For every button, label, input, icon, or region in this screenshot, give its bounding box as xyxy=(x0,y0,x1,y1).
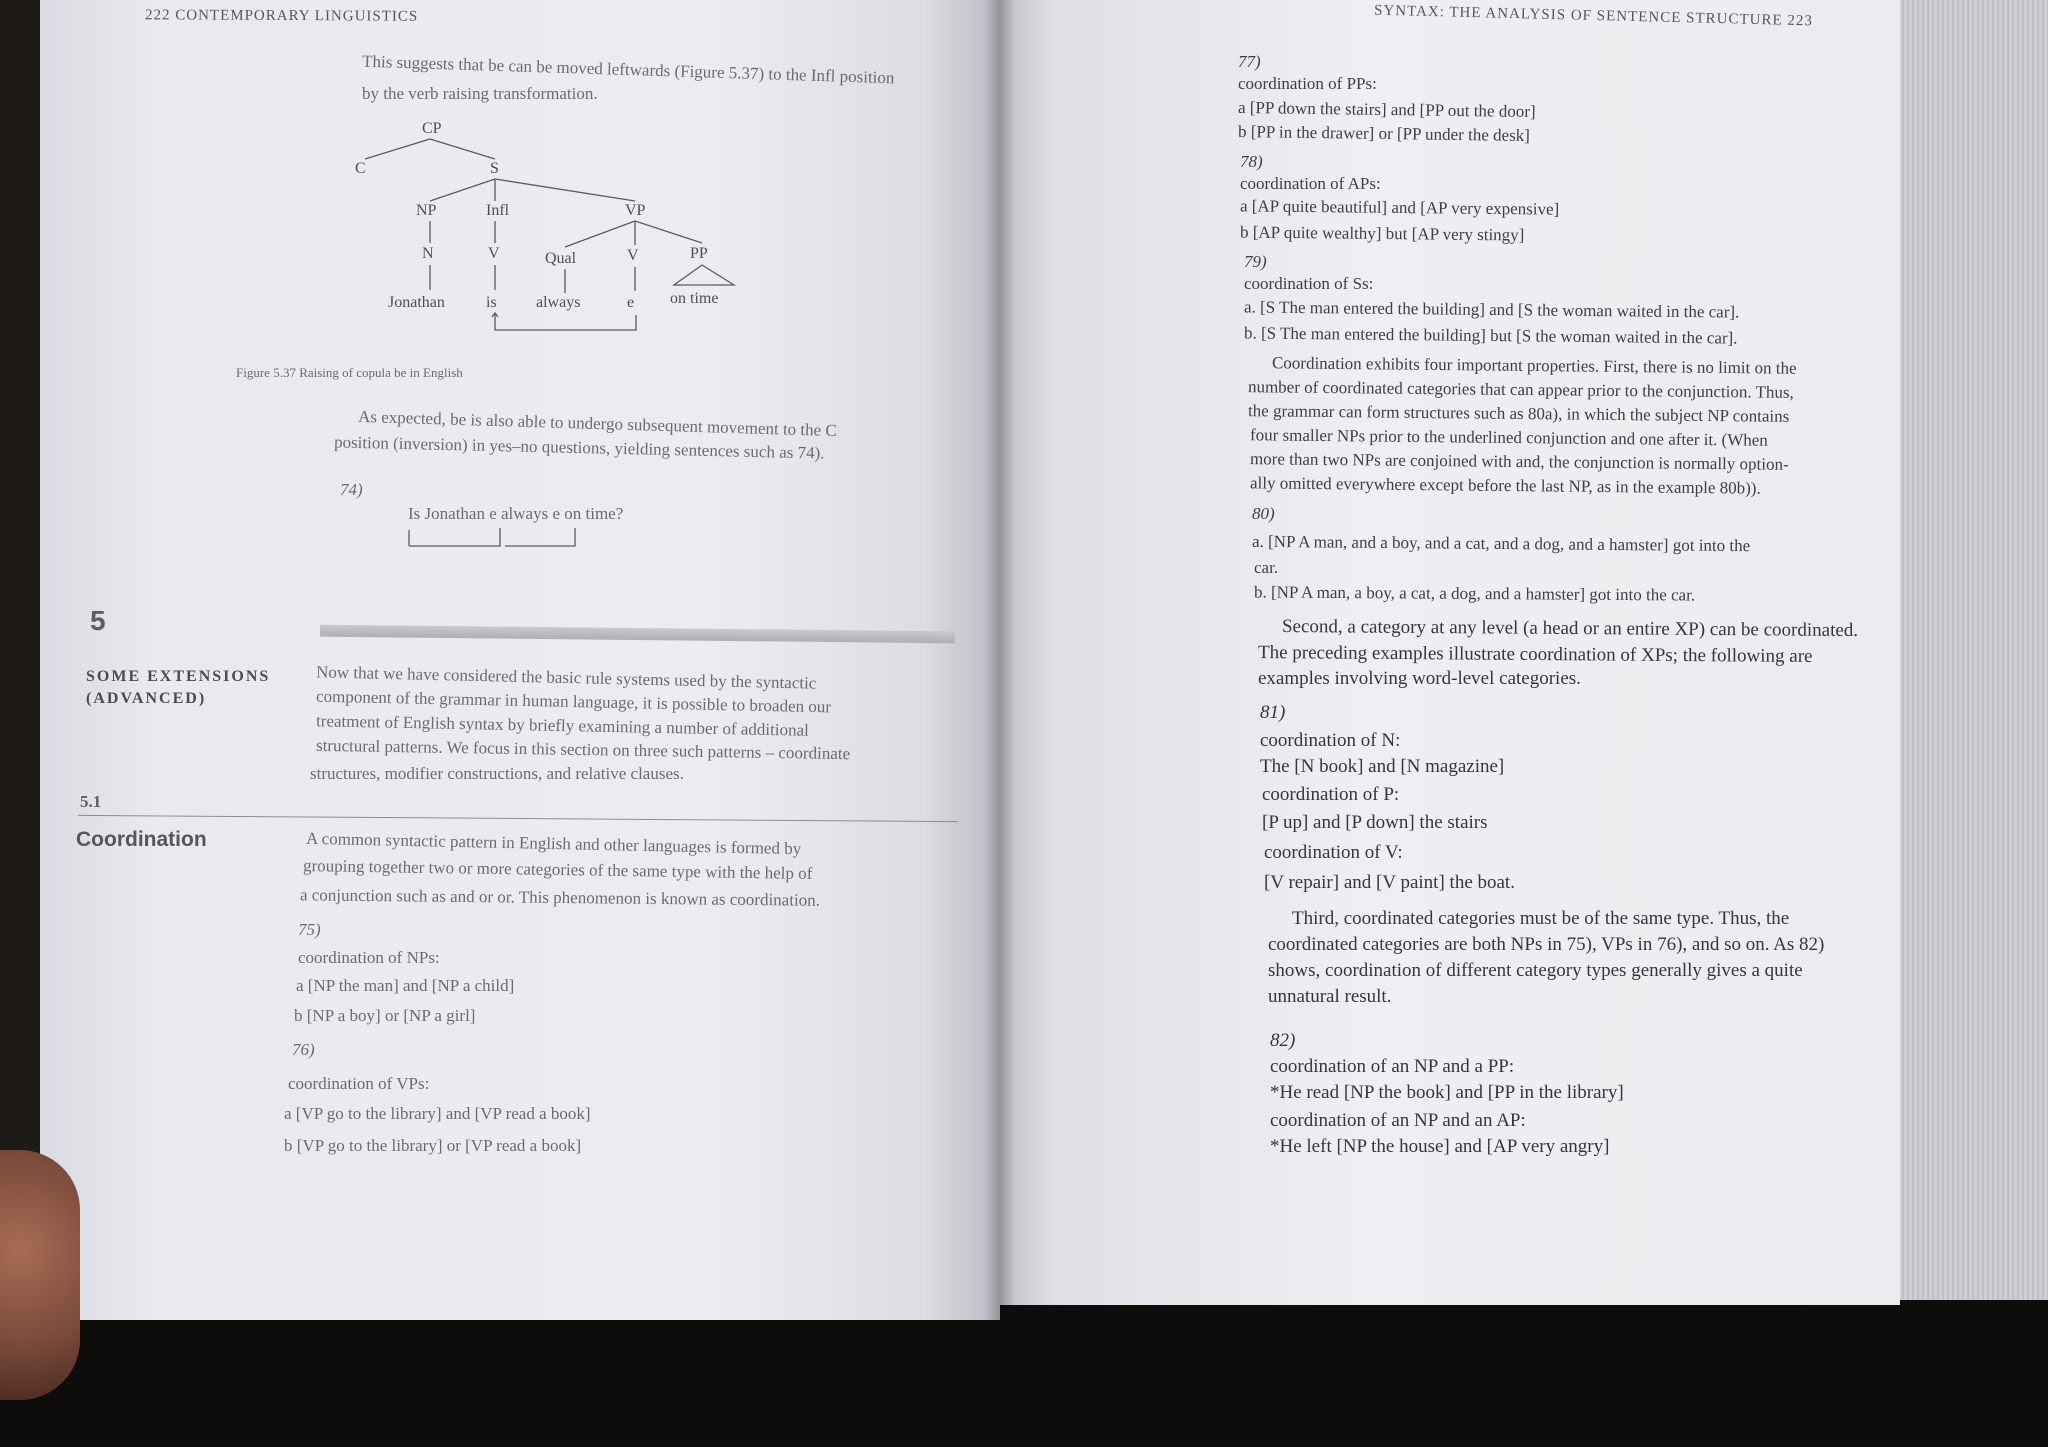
subsection-title: Coordination xyxy=(76,828,207,851)
example-number: 75) xyxy=(298,920,321,939)
tree-node-n: N xyxy=(422,245,434,262)
paragraph-line: structural patterns. We focus in this section on three such patterns – coordinate xyxy=(315,735,851,764)
example-heading: coordination of VPs: xyxy=(288,1074,430,1093)
example-item: b [VP go to the library] or [VP read a book] xyxy=(284,1136,582,1155)
example-number: 79) xyxy=(1244,252,1267,271)
example-item: b. [NP A man, a boy, a cat, a dog, and a hamster] got into the car. xyxy=(1253,582,1696,605)
syntax-tree-diagram xyxy=(340,115,760,335)
example-number: 78) xyxy=(1240,152,1263,171)
example-74-text: Is Jonathan e always e on time? xyxy=(408,504,624,523)
paragraph-line: A common syntactic pattern in English and other languages is formed by xyxy=(305,828,802,859)
paragraph-line: position (inversion) in yes–no questions, yielding sentences such as 74). xyxy=(333,432,825,463)
thumb xyxy=(0,1150,80,1400)
tree-leaf-on-time: on time xyxy=(670,290,719,307)
movement-arrows xyxy=(405,524,585,550)
paragraph-line: component of the grammar in human language, it is possible to broaden our xyxy=(315,686,832,717)
example-item: a [VP go to the library] and [VP read a book] xyxy=(284,1104,591,1123)
tree-node-c: C xyxy=(355,160,366,177)
paragraph-line: structures, modifier constructions, and relative clauses. xyxy=(310,764,684,783)
example-line: *He left [NP the house] and [AP very angry] xyxy=(1270,1136,1610,1157)
tree-node-cp: CP xyxy=(422,120,442,137)
tree-leaf-always: always xyxy=(536,294,581,311)
tree-node-infl: Infl xyxy=(486,202,510,219)
paragraph-line: ally omitted everywhere except before the last NP, as in the example 80b)). xyxy=(1249,473,1761,498)
example-item: a. [NP A man, and a boy, and a cat, and a dog, and a hamster] got into the xyxy=(1251,531,1751,556)
paragraph-line: Third, coordinated categories must be of the same type. Thus, the xyxy=(1292,908,1790,929)
tree-leaf-is: is xyxy=(486,294,497,311)
paragraph-line: shows, coordination of different category types generally gives a quite xyxy=(1268,960,1803,981)
example-heading: coordination of NPs: xyxy=(298,948,440,967)
tree-node-np: NP xyxy=(416,202,437,219)
example-item: a [NP the man] and [NP a child] xyxy=(296,976,515,995)
example-item: a [AP quite beautiful] and [AP very expensive] xyxy=(1239,196,1560,219)
tree-node-pp: PP xyxy=(690,245,708,262)
paragraph-line: Second, a category at any level (a head or an entire XP) can be coordinated. xyxy=(1281,615,1859,642)
example-item: b [NP a boy] or [NP a girl] xyxy=(294,1006,476,1025)
tree-leaf-jonathan: Jonathan xyxy=(388,294,445,311)
example-line: coordination of an NP and an AP: xyxy=(1270,1110,1526,1131)
tree-node-vp: VP xyxy=(625,202,646,219)
example-heading: coordination of PPs: xyxy=(1238,74,1377,93)
paragraph-line: more than two NPs are conjoined with and, the conjunction is normally option- xyxy=(1249,449,1789,474)
section-title: SOME EXTENSIONS xyxy=(86,668,271,685)
book-page-edges xyxy=(1900,0,2048,1300)
paragraph-line: number of coordinated categories that can appear prior to the conjunction. Thus, xyxy=(1247,377,1794,402)
paragraph-line: Now that we have considered the basic rule systems used by the syntactic xyxy=(315,662,817,693)
paragraph-line: four smaller NPs prior to the underlined conjunction and one after it. (When xyxy=(1249,425,1768,450)
paragraph-line: the grammar can form structures such as 80a), in which the subject NP contains xyxy=(1247,401,1790,426)
paragraph-line: a conjunction such as and or or. This phenomenon is known as coordination. xyxy=(299,885,821,910)
example-line: coordination of an NP and a PP: xyxy=(1270,1056,1515,1077)
paragraph-line: treatment of English syntax by briefly examining a number of additional xyxy=(315,711,810,740)
paragraph-line: The preceding examples illustrate coordination of XPs; the following are xyxy=(1257,642,1813,667)
subsection-number: 5.1 xyxy=(80,792,102,811)
example-item: car. xyxy=(1254,558,1279,577)
example-item: a [PP down the stairs] and [PP out the door] xyxy=(1237,97,1536,122)
paragraph-line: examples involving word-level categories. xyxy=(1258,668,1581,689)
example-line: The [N book] and [N magazine] xyxy=(1260,756,1505,777)
example-number: 80) xyxy=(1252,504,1275,523)
example-number: 82) xyxy=(1270,1030,1296,1051)
paragraph-line: Coordination exhibits four important properties. First, there is no limit on the xyxy=(1271,353,1797,378)
intro-line: This suggests that be can be moved leftwards (Figure 5.37) to the Infl position xyxy=(361,51,895,88)
tree-node-qual: Qual xyxy=(545,250,577,267)
example-number: 81) xyxy=(1260,702,1286,723)
intro-line: by the verb raising transformation. xyxy=(362,84,598,103)
right-running-head: SYNTAX: THE ANALYSIS OF SENTENCE STRUCTURE 223 xyxy=(1373,2,1814,30)
book-gutter xyxy=(985,0,1015,1320)
example-line: [P up] and [P down] the stairs xyxy=(1262,812,1488,833)
example-item: b. [S The man entered the building] but [S the woman waited in the car]. xyxy=(1243,323,1738,348)
paragraph-line: coordinated categories are both NPs in 75), VPs in 76), and so on. As 82) xyxy=(1268,934,1825,955)
figure-caption: Figure 5.37 Raising of copula be in English xyxy=(236,365,463,380)
example-number: 77) xyxy=(1238,52,1261,71)
paragraph-line: grouping together two or more categories of the same type with the help of xyxy=(302,856,813,883)
tree-node-v: V xyxy=(627,247,639,264)
example-heading: coordination of APs: xyxy=(1240,174,1381,193)
tree-node-v: V xyxy=(488,245,500,262)
tree-node-s: S xyxy=(490,160,499,177)
example-line: coordination of N: xyxy=(1260,730,1401,751)
example-item: b [PP in the drawer] or [PP under the desk] xyxy=(1237,121,1531,146)
example-item: b [AP quite wealthy] but [AP very stingy] xyxy=(1239,222,1525,245)
example-heading: coordination of Ss: xyxy=(1244,274,1374,293)
example-line: coordination of P: xyxy=(1262,784,1400,805)
example-item: a. [S The man entered the building] and [S the woman waited in the car]. xyxy=(1243,297,1740,322)
section-title: (ADVANCED) xyxy=(86,690,207,707)
paragraph-line: As expected, be is also able to undergo subsequent movement to the C xyxy=(357,406,838,441)
example-line: coordination of V: xyxy=(1264,842,1403,863)
section-number: 5 xyxy=(90,605,106,636)
paragraph-line: unnatural result. xyxy=(1268,986,1392,1007)
example-line: [V repair] and [V paint] the boat. xyxy=(1264,872,1515,893)
left-running-head: 222 CONTEMPORARY LINGUISTICS xyxy=(144,7,419,25)
example-number: 76) xyxy=(292,1040,315,1059)
example-number: 74) xyxy=(340,480,363,499)
desk-background xyxy=(0,1300,2048,1447)
tree-leaf-e: e xyxy=(627,294,635,311)
example-line: *He read [NP the book] and [PP in the library] xyxy=(1270,1082,1624,1103)
